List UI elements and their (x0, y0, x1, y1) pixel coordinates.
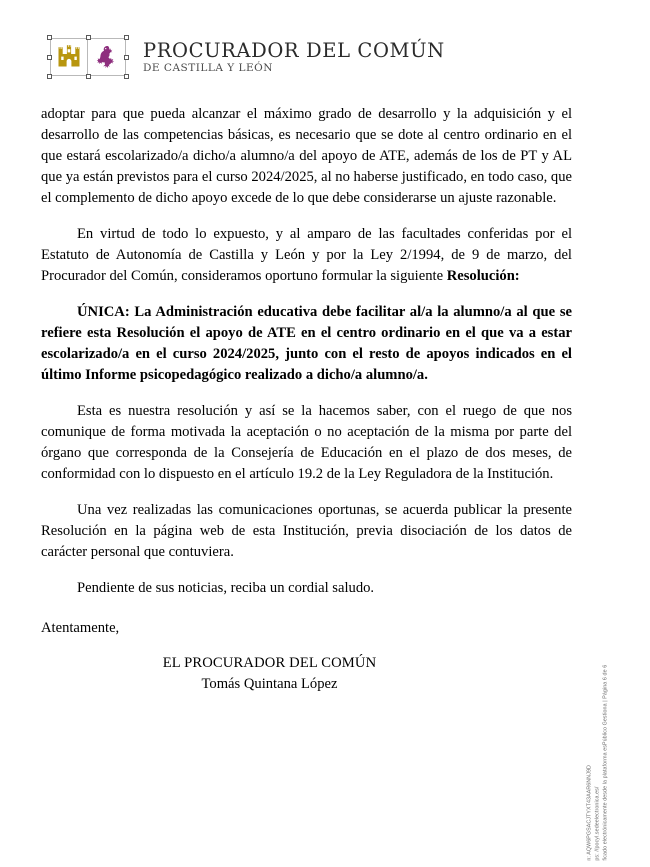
esig-verification-url: ps: //pocyl.sedeelectronica.es/ (594, 786, 601, 861)
paragraph-notification: Esta es nuestra resolución y así se la hacemos saber, con el ruego de que nos comunique de forma motivada la aceptación o no aceptación de la misma por parte del órgano que corresponda de la Consejería de Educación en el plazo de dos meses, de conformidad con lo dispuesto en el artículo 19.2 de la Ley Reguladora de la Institución. (41, 403, 572, 482)
castle-crest-box (50, 38, 88, 76)
castle-icon (56, 44, 82, 70)
selection-handle[interactable] (124, 35, 129, 40)
signatory-name: Tomás Quintana López (201, 675, 338, 692)
organization-wordmark (143, 38, 445, 74)
paragraph-continued: adoptar para que pueda alcanzar el máximo grado de desarrollo y la adquisición y el desarrollo de las competencias básicas, es necesario que se dote al centro ordinario en el que estará escolarizado/a dicho/a alumno/a del apoyo de ATE, además de los de PT y AL que ya están previstos para el curso 2024/2025, al no haberse justificado, en todo caso, que el complemento de dicho apoyo excede de lo que debe considerarse un ajuste razonable. (41, 106, 572, 206)
paragraph-publication: Una vez realizadas las comunicaciones oportunas, se acuerda publicar la presente Resolución en la página web de esta Institución, previa disociación de los datos de carácter personal que contuviera. (41, 502, 572, 560)
selection-handle[interactable] (86, 35, 91, 40)
coat-of-arms-image[interactable] (47, 35, 129, 79)
paragraph-legal-basis (41, 224, 572, 287)
document-body (41, 104, 572, 694)
selection-handle[interactable] (47, 55, 52, 60)
esig-platform-and-page: ficado electrónicamente desde la plataforma esPúblico Gestiona | Página 6 de 6 (602, 665, 609, 861)
signatory-title: EL PROCURADOR DEL COMÚN (162, 655, 377, 671)
paragraph-legal-basis-text: En virtud de todo lo expuesto, y al amparo de las facultades conferidas por el Estatuto de Autonomía de Castilla y León y por la Ley 2/1994, de 9 de marzo, del Procurador del Común, consideramos oportuno formular la siguiente (41, 226, 572, 284)
letterhead (47, 35, 445, 79)
selection-handle[interactable] (124, 74, 129, 79)
electronic-signature-footer (586, 581, 650, 861)
selection-handle[interactable] (47, 74, 52, 79)
selection-handle[interactable] (124, 55, 129, 60)
organization-region: DE CASTILLA Y LEÓN (143, 62, 273, 74)
organization-name: PROCURADOR DEL COMÚN (143, 38, 445, 62)
resolution-keyword: Resolución: (446, 268, 520, 284)
signature-block (41, 653, 572, 694)
regards-line: Atentamente, (41, 620, 120, 636)
paragraph-closing: Pendiente de sus noticias, reciba un cordial saludo. (77, 580, 375, 596)
esig-csv-code: n: AQW6PGSACJTYXT43AAR6NNJ9D (586, 765, 593, 861)
lion-icon (94, 44, 120, 70)
paragraph-resolution-unica: ÚNICA: La Administración educativa debe facilitar al/a la alumno/a al que se refiere esta Resolución el apoyo de ATE en el centro ordinario en el que va a estar escolarizado/a en el curso 2024/2025, junto con el resto de apoyos indicados en el último Informe psicopedagógico realizado a dicho/a alumno/a. (41, 304, 572, 383)
lion-crest-box (88, 38, 126, 76)
selection-handle[interactable] (47, 35, 52, 40)
selection-handle[interactable] (86, 74, 91, 79)
